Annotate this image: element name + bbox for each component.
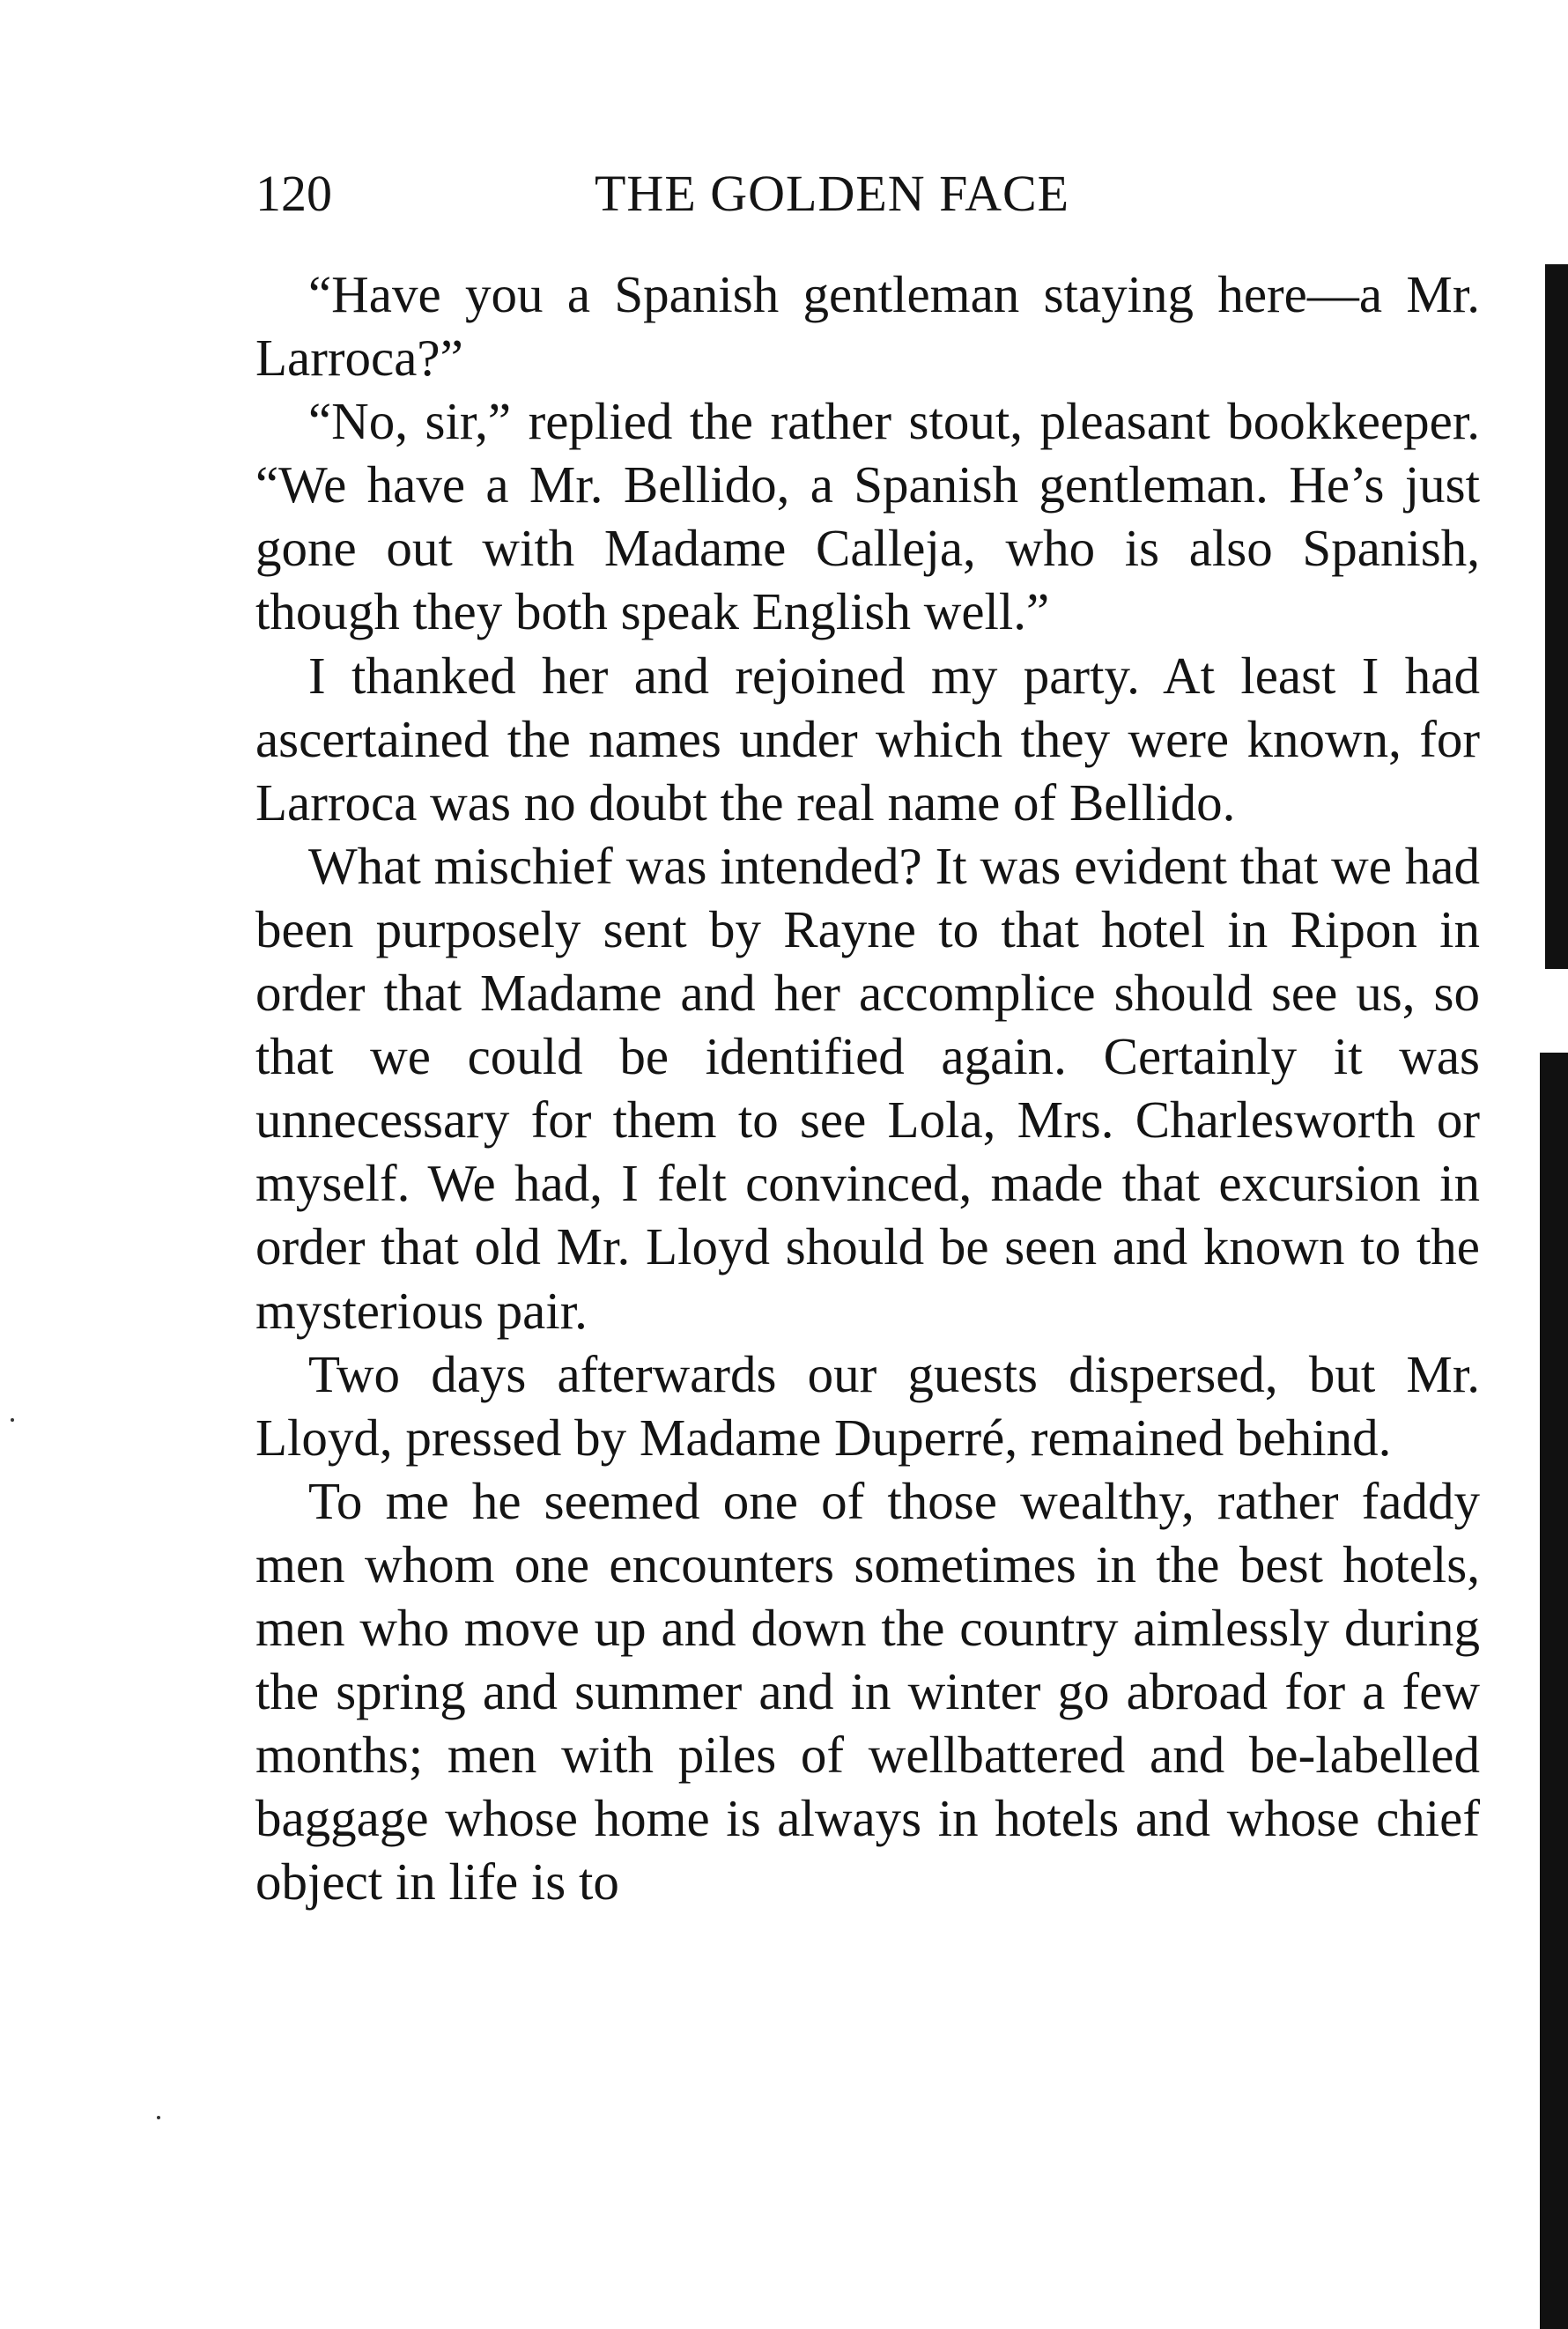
scan-edge-shadow [1540, 1053, 1568, 2329]
page-header [255, 163, 1489, 225]
paragraph: What mischief was intended? It was evident that we had been purposely sent by Rayne to that hotel in Ripon in order that Madame and her accomplice should see us, so that we could be identified again. Certainly it was unnecessary for them to see Lola, Mrs. Charlesworth or myself. We had, I felt convinced, made that excursion in order that old Mr. Lloyd should be seen and known to the mysterious pair. [255, 836, 1480, 1340]
body-text [255, 262, 1480, 1913]
paragraph: “No, sir,” replied the rather stout, pleasant bookkeeper. “We have a Mr. Bellido, a Spanish gentleman. He’s just gone out with Madame Calleja, who is also Spanish, though they both speak English well.” [255, 392, 1480, 641]
scan-edge-shadow [1545, 264, 1568, 969]
running-title: THE GOLDEN FACE [595, 165, 1070, 222]
scan-speck [157, 2116, 160, 2119]
scan-speck [11, 1418, 14, 1422]
paragraph: “Have you a Spanish gentleman staying here—a Mr. Larroca?” [255, 265, 1480, 388]
paragraph: I thanked her and rejoined my party. At least I had ascertained the names under which they were known, for Larroca was no doubt the real name of Bellido. [255, 646, 1480, 832]
paragraph: To me he seemed one of those wealthy, rather faddy men whom one encounters sometimes in the best hotels, men who move up and down the country aimlessly during the spring and summer and in winter go abroad for a few months; men with piles of wellbattered and be-labelled baggage whose home is always in hotels and whose chief object in life is to [255, 1471, 1480, 1911]
paragraph: Two days afterwards our guests dispersed, but Mr. Lloyd, pressed by Madame Duperré, remained behind. [255, 1344, 1480, 1467]
page-number: 120 [255, 165, 332, 222]
